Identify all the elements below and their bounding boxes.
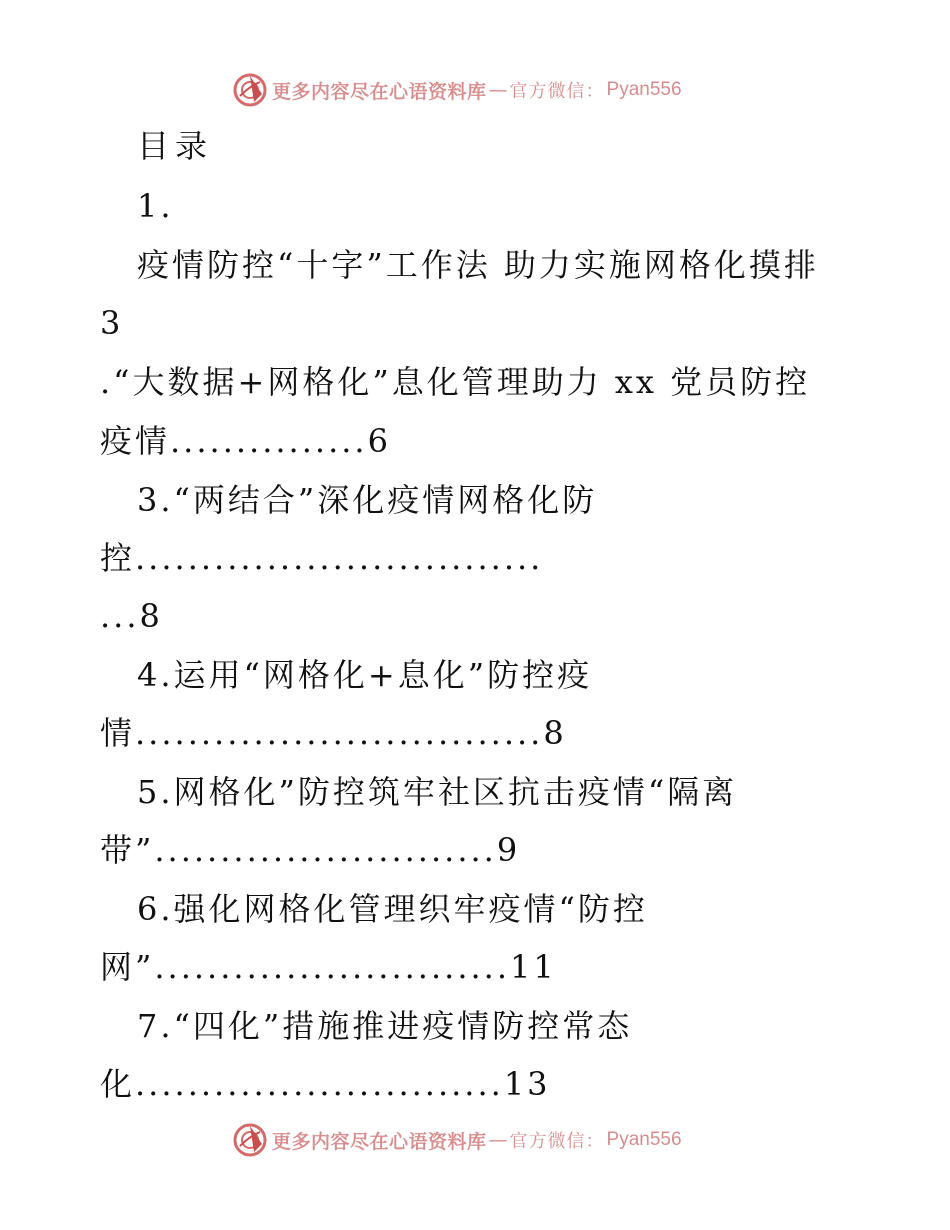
toc-line: 3.“两结合”深化疫情网格化防 bbox=[137, 481, 598, 519]
watermark-header bbox=[232, 70, 682, 110]
toc-line: 3 bbox=[100, 304, 124, 342]
toc-line: 7.“四化”措施推进疫情防控常态 bbox=[137, 1007, 633, 1045]
toc-line: 4.运用“网格化+息化”防控疫 bbox=[137, 656, 593, 694]
toc-title: 目录 bbox=[137, 127, 214, 165]
watermark-separator: — bbox=[488, 1129, 508, 1151]
watermark-wechat-id: Pyan556 bbox=[606, 79, 682, 100]
toc-line: 1. bbox=[137, 187, 174, 225]
toc-line: 疫情...............6 bbox=[100, 422, 391, 460]
toc-line: 6.强化网格化管理织牢疫情“防控 bbox=[137, 890, 648, 928]
brand-logo-icon bbox=[232, 72, 268, 108]
toc-line: 化............................13 bbox=[100, 1065, 551, 1103]
watermark-separator: — bbox=[488, 79, 508, 101]
watermark-site-name: 更多内容尽在心语资料库 bbox=[272, 1130, 487, 1153]
toc-line: 5.网格化”防控筑牢社区抗击疫情“隔离 bbox=[137, 773, 738, 811]
watermark-wechat-label: 官方微信： bbox=[509, 81, 605, 102]
toc-line: .“大数据+网格化”息化管理助力 xx 党员防控 bbox=[100, 363, 811, 401]
toc-line: 疫情防控“十字”工作法 助力实施网格化摸排 bbox=[137, 246, 819, 284]
toc-line: 带”..........................9 bbox=[100, 831, 521, 869]
toc-line: 控............................... bbox=[100, 539, 544, 577]
toc-line: 网”...........................11 bbox=[100, 948, 557, 986]
toc-line: 情...............................8 bbox=[100, 714, 567, 752]
watermark-footer bbox=[232, 1120, 682, 1160]
watermark-wechat-label: 官方微信： bbox=[509, 1131, 605, 1152]
toc-line: ...8 bbox=[100, 597, 163, 635]
watermark-site-name: 更多内容尽在心语资料库 bbox=[272, 80, 487, 103]
watermark-wechat-id: Pyan556 bbox=[606, 1129, 682, 1150]
brand-logo-icon bbox=[232, 1122, 268, 1158]
